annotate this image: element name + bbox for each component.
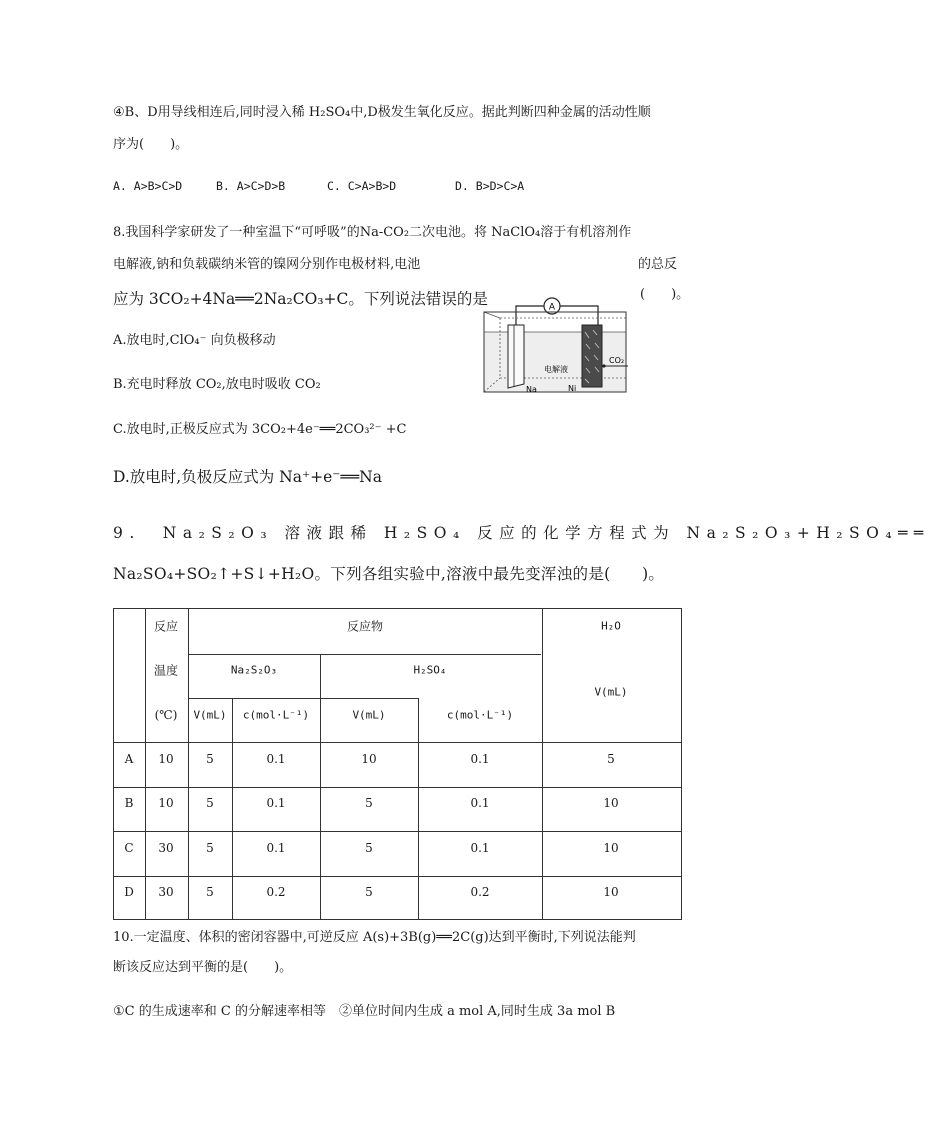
- q10-line-3: ①C 的生成速率和 C 的分解速率相等 ②单位时间内生成 a mol A,同时生成 3a mol B: [113, 1004, 616, 1019]
- header-temp-3: (℃): [154, 708, 178, 722]
- header-na2s2o3: Na₂S₂O₃: [230, 663, 278, 677]
- table-cell: 5: [206, 796, 214, 810]
- q8-line-1: 8.我国科学家研发了一种室温下“可呼吸”的Na-CO₂二次电池。将 NaClO₄溶于有机溶剂作: [113, 225, 632, 240]
- q8-option-d[interactable]: D.放电时,负极反应式为 Na⁺+e⁻══Na: [113, 468, 382, 486]
- q8-line-2b: 的总反: [638, 257, 678, 272]
- table-cell: A: [124, 752, 134, 766]
- q8-line-3a: 应为 3CO₂+4Na══2Na₂CO₃+C。下列说法错误的是: [113, 290, 488, 308]
- q9-line-2: Na₂SO₄+SO₂↑+S↓+H₂O。下列各组实验中,溶液中最先变浑浊的是( )。: [113, 565, 665, 583]
- table-cell: 5: [365, 841, 373, 855]
- q10-line-1: 10.一定温度、体积的密闭容器中,可逆反应 A(s)+3B(g)══2C(g)达到平衡时,下列说法能判: [113, 930, 636, 945]
- table-cell: 0.2: [470, 885, 490, 899]
- q8-option-a[interactable]: A.放电时,ClO₄⁻ 向负极移动: [113, 333, 276, 348]
- battery-diagram: [478, 288, 638, 400]
- header-water-v: V(mL): [594, 685, 628, 699]
- header-temp-2: 温度: [153, 663, 179, 678]
- table-cell: 10: [603, 885, 619, 899]
- table-cell: 0.1: [266, 796, 286, 810]
- table-cell: 10: [158, 752, 174, 766]
- header-h2so4-v: V(mL): [352, 708, 386, 722]
- ni-label: Ni: [568, 384, 577, 393]
- q7-option-d[interactable]: D. B>D>C>A: [455, 179, 525, 193]
- header-na-c: c(mol·L⁻¹): [242, 708, 310, 722]
- table-cell: 5: [607, 752, 615, 766]
- table-cell: 0.1: [266, 752, 286, 766]
- table-cell: D: [124, 885, 134, 899]
- na-label: Na: [526, 385, 537, 394]
- table-cell: B: [124, 796, 134, 810]
- table-cell: 0.1: [470, 841, 490, 855]
- co2-label: CO₂: [609, 356, 625, 365]
- table-cell: C: [124, 841, 134, 855]
- table-cell: 30: [158, 885, 174, 899]
- table-cell: 0.2: [266, 885, 286, 899]
- table-cell: 0.1: [470, 796, 490, 810]
- q8-option-b[interactable]: B.充电时释放 CO₂,放电时吸收 CO₂: [113, 377, 321, 392]
- table-cell: 0.1: [470, 752, 490, 766]
- q7-option-a[interactable]: A. A>B>C>D: [113, 179, 183, 193]
- table-cell: 5: [206, 752, 214, 766]
- header-temp-1: 反应: [153, 619, 179, 634]
- q8-answer-blank: ( )。: [640, 287, 690, 302]
- table-cell: 10: [158, 796, 174, 810]
- q7-line-1: ④B、D用导线相连后,同时浸入稀 H₂SO₄中,D极发生氧化反应。据此判断四种金属的活动性顺: [113, 105, 651, 120]
- table-cell: 30: [158, 841, 174, 855]
- q10-line-2: 断该反应达到平衡的是( )。: [113, 960, 293, 975]
- table-cell: 10: [361, 752, 377, 766]
- q9-line-1: 9. Na₂S₂O₃ 溶液跟稀 H₂SO₄ 反应的化学方程式为 Na₂S₂O₃+H₂SO₄══: [113, 524, 930, 542]
- q8-line-2a: 电解液,钠和负载碳纳米管的镍网分别作电极材料,电池: [113, 257, 421, 272]
- table-cell: 10: [603, 796, 619, 810]
- table-cell: 5: [206, 885, 214, 899]
- q7-option-b[interactable]: B. A>C>D>B: [216, 179, 286, 193]
- table-cell: 5: [365, 796, 373, 810]
- header-h2so4: H₂SO₄: [413, 663, 447, 677]
- experiment-table: [113, 608, 682, 920]
- ammeter-label: A: [548, 302, 556, 313]
- header-h2so4-c: c(mol·L⁻¹): [446, 708, 514, 722]
- table-cell: 10: [603, 841, 619, 855]
- q8-option-c[interactable]: C.放电时,正极反应式为 3CO₂+4e⁻══2CO₃²⁻ +C: [113, 422, 407, 437]
- na-electrode: [508, 325, 524, 388]
- header-water: H₂O: [601, 619, 621, 633]
- q7-line-2: 序为( )。: [113, 137, 189, 152]
- electrolyte-label: 电解液: [544, 365, 568, 374]
- table-cell: 5: [365, 885, 373, 899]
- q7-option-c[interactable]: C. C>A>B>D: [327, 179, 397, 193]
- table-cell: 5: [206, 841, 214, 855]
- table-cell: 0.1: [266, 841, 286, 855]
- header-na-v: V(mL): [193, 708, 227, 722]
- header-reactant: 反应物: [346, 619, 384, 634]
